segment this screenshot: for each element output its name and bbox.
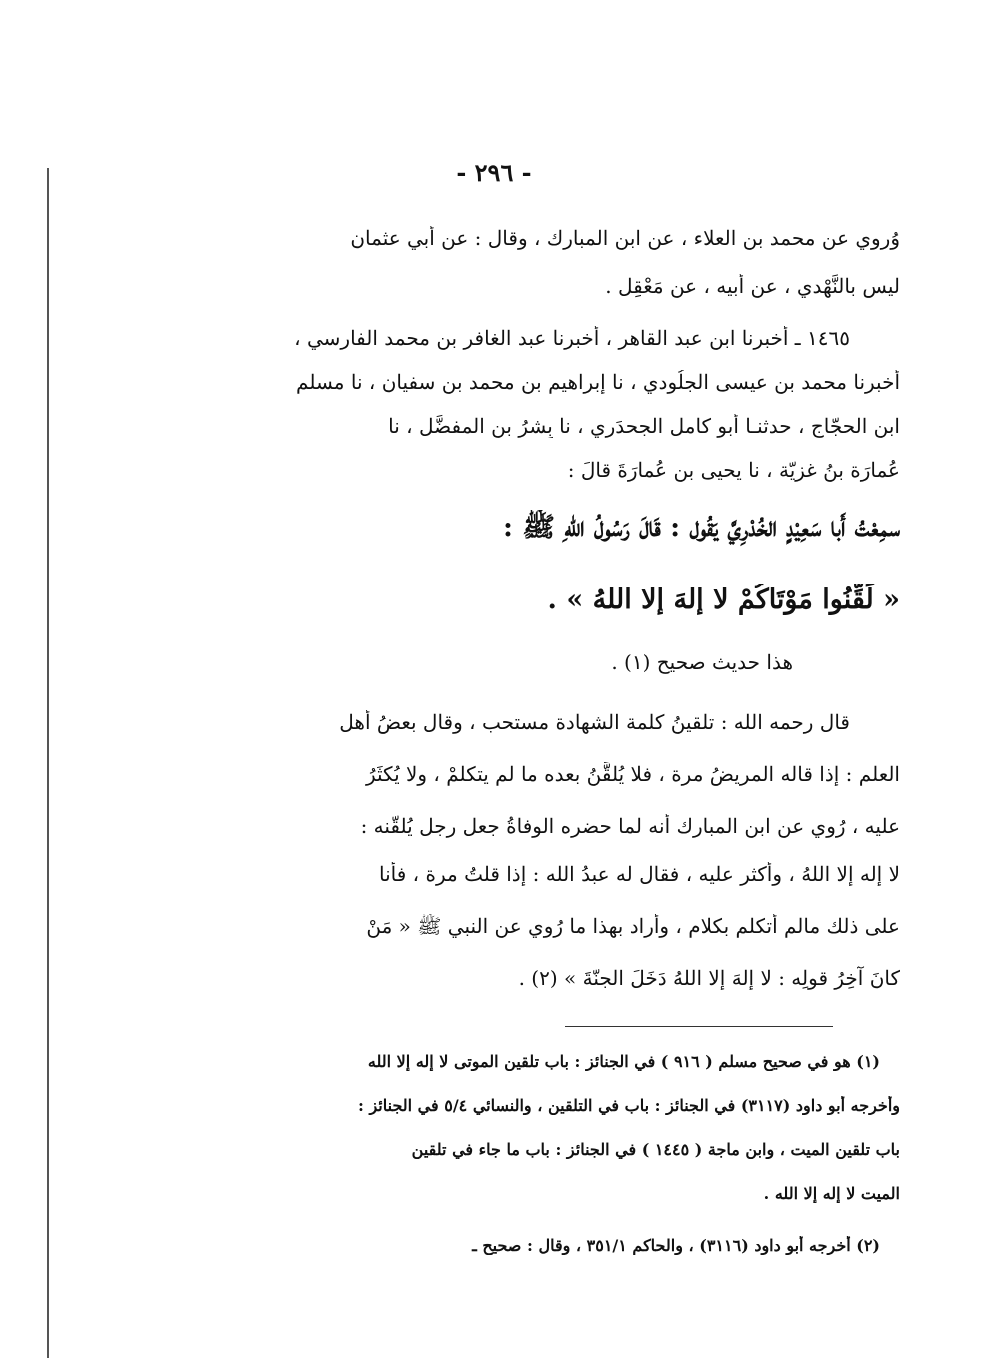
intro-line: ليس بالنَّهْدي ، عن أبيه ، عن مَعْقِل .	[605, 274, 900, 298]
hadith-text	[185, 510, 900, 640]
isnad-paragraph	[185, 326, 900, 496]
isnad-line: أخبرنا محمد بن عيسى الجلُودي ، نا إبراهيم بن محمد بن سفيان ، نا مسلم	[296, 370, 900, 394]
footnote-separator	[565, 1026, 833, 1027]
commentary-line: كانَ آخِرُ قولِه : لا إلهَ إلا اللهُ دَخَلَ الجنّةَ » (٢) .	[518, 966, 900, 990]
isnad-line: عُمارَة بنُ غزيّة ، نا يحيى بن عُمارَةَ قالَ :	[567, 458, 900, 482]
page-number: - ٢٩٦ -	[456, 158, 532, 187]
commentary-paragraph	[185, 710, 900, 1010]
hadith-line: سمِعْتُ أَبا سَعِيْدٍ الخُدْرِيَّ يَقُول : قَالَ رَسُولُ اللهِ ﷺ :	[503, 512, 900, 543]
page-margin-line	[47, 168, 49, 1358]
footnotes	[185, 1052, 900, 1272]
isnad-line: ١٤٦٥ ـ أخبرنا ابن عبد القاهر ، أخبرنا عبد الغافر بن محمد الفارسي ،	[294, 326, 850, 350]
commentary-line: العلم : إذا قاله المريضُ مرة ، فلا يُلقَّنُ بعده ما لم يتكلمْ ، ولا يُكثَرُ	[365, 762, 900, 786]
commentary-line: على ذلك مالم أتكلم بكلام ، وأراد بهذا ما رُوي عن النبي ﷺ « مَنْ	[366, 914, 900, 938]
footnote-line: الميت لا إله إلا الله .	[763, 1184, 900, 1203]
hadith-grading	[185, 650, 793, 690]
grading-line: هذا حديث صحيح (١) .	[611, 650, 793, 674]
footnote-line: باب تلقين الميت ، وابن ماجة ( ١٤٤٥ ) في الجنائز : باب ما جاء في تلقين	[411, 1140, 900, 1159]
intro-line: وُروي عن محمد بن العلاء ، عن ابن المبارك ، وقال : عن أبي عثمان	[350, 226, 900, 250]
commentary-line: لا إله إلا اللهُ ، وأكثر عليه ، فقال له عبدُ الله : إذا قلتُ مرة ، فأنا	[379, 862, 900, 886]
intro-paragraph	[185, 226, 900, 306]
hadith-line: « لَقِّنُوا مَوْتَاكُمْ لا إلهَ إلا اللهُ » .	[547, 584, 900, 615]
commentary-line: قال رحمه الله : تلقينُ كلمة الشهادة مستحب ، وقال بعضُ أهل	[339, 710, 850, 734]
commentary-line: عليه ، رُوي عن ابن المبارك أنه لما حضره الوفاةُ جعل رجل يُلقّنه :	[360, 814, 900, 838]
footnote-line: (١) هو في صحيح مسلم ( ٩١٦ ) في الجنائز : باب تلقين الموتى لا إله إلا الله	[367, 1052, 880, 1071]
footnote-line: وأخرجه أبو داود (٣١١٧) في الجنائز : باب في التلقين ، والنسائي ٥/٤ في الجنائز :	[358, 1096, 900, 1115]
isnad-line: ابن الحجّاج ، حدثنـا أبو كامل الجحدَري ، نا بِشرُ بن المفضَّل ، نا	[388, 414, 900, 438]
footnote-line: (٢) أخرجه أبو داود (٣١١٦) ، والحاكم ٣٥١/١ ، وقال : صحيح ـ	[472, 1236, 880, 1255]
